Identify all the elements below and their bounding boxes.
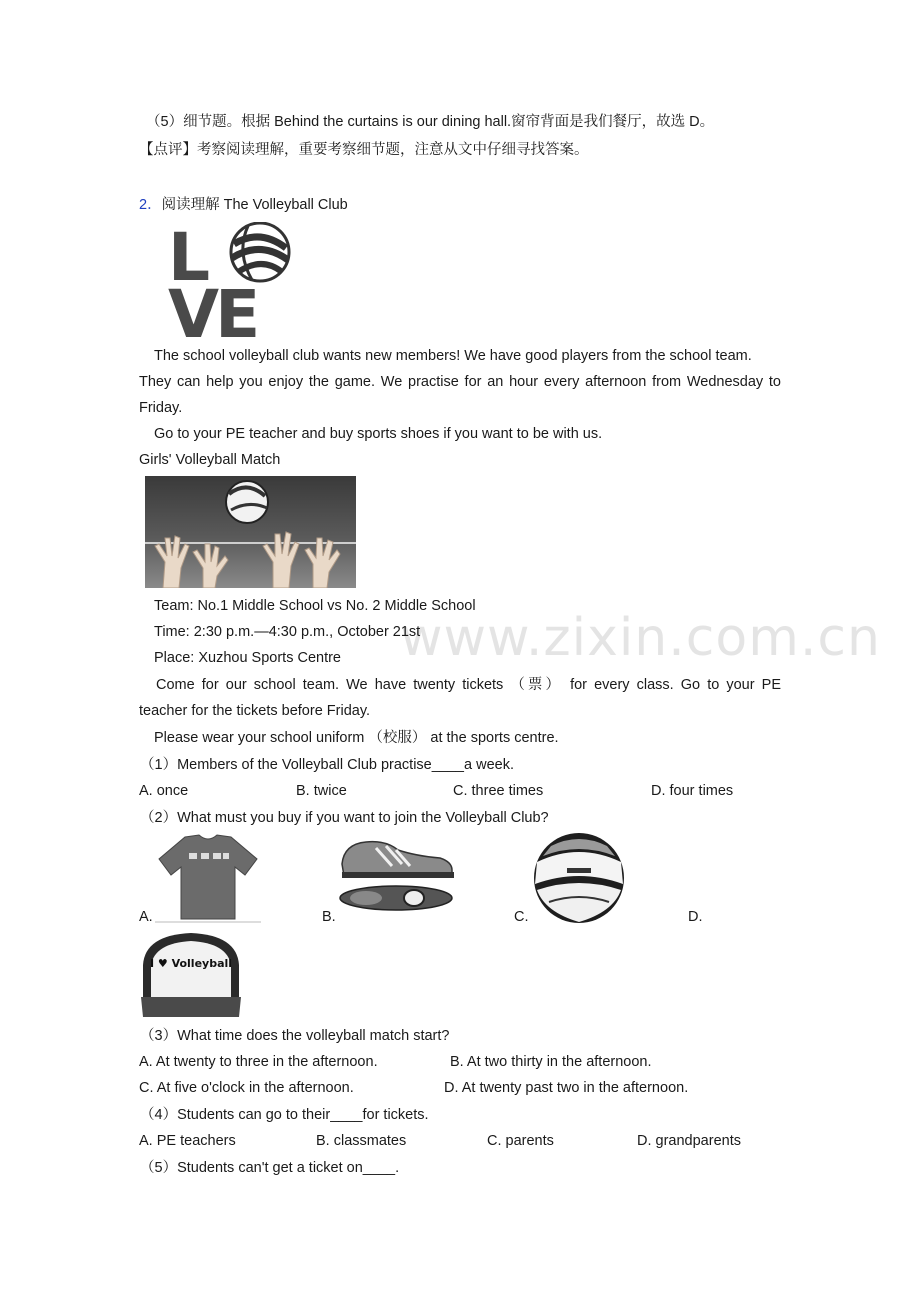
- q2-option-c[interactable]: C.: [514, 909, 529, 925]
- match-place: Place: Xuzhou Sports Centre: [154, 650, 341, 666]
- q1-option-d[interactable]: D. four times: [651, 783, 734, 799]
- tshirt-image[interactable]: [155, 833, 261, 923]
- question-3-stem: （3）What time does the volleyball match start?: [140, 1028, 450, 1044]
- passage-p3-line2: teacher for the tickets before Friday.: [139, 703, 371, 719]
- q3-option-a[interactable]: A. At twenty to three in the afternoon.: [139, 1054, 378, 1070]
- love-logo: [168, 222, 296, 340]
- passage-p2: Go to your PE teacher and buy sports shoes if you want to be with us.: [154, 426, 603, 442]
- passage-p1-line1: The school volleyball club wants new members! We have good players from the school team.: [154, 348, 752, 364]
- question-number: 2．: [139, 197, 162, 213]
- q2-option-b[interactable]: B.: [322, 909, 336, 925]
- q1-option-c[interactable]: C. three times: [453, 783, 544, 799]
- ball-icon: [226, 481, 268, 523]
- logo-letters-ve: VE: [168, 276, 257, 340]
- q4-option-b[interactable]: B. classmates: [316, 1133, 407, 1149]
- passage-p4: Please wear your school uniform （校服） at the sports centre.: [154, 730, 559, 746]
- volleyball-match-photo: [145, 476, 356, 588]
- q3-option-d[interactable]: D. At twenty past two in the afternoon.: [444, 1080, 689, 1096]
- cap-print-text: I ♥ Volleyball: [149, 957, 233, 970]
- question-5-stem: （5）Students can't get a ticket on____.: [140, 1160, 400, 1176]
- q2-option-a[interactable]: A.: [139, 909, 153, 925]
- q4-option-a[interactable]: A. PE teachers: [139, 1133, 236, 1149]
- passage-p1-line3: Friday.: [139, 400, 183, 416]
- q2-option-d[interactable]: D.: [688, 909, 703, 925]
- sports-shoes-image[interactable]: [336, 836, 456, 912]
- match-team: Team: No.1 Middle School vs No. 2 Middle School: [154, 598, 476, 614]
- answer-comment: 【点评】考察阅读理解，重要考察细节题，注意从文中仔细寻找答案。: [139, 142, 589, 158]
- question-2-stem: （2）What must you buy if you want to join the Volleyball Club?: [140, 810, 549, 826]
- question-heading: [139, 195, 348, 215]
- passage-p3-line1: Come for our school team. We have twenty tickets （票） for every class. Go to your PE: [156, 677, 781, 693]
- answer-explanation-5: （5）细节题。根据 Behind the curtains is our dining hall.窗帘背面是我们餐厅，故选 D。: [146, 114, 715, 130]
- q3-option-b[interactable]: B. At two thirty in the afternoon.: [450, 1054, 652, 1070]
- match-title: Girls' Volleyball Match: [139, 452, 281, 468]
- question-title: 阅读理解 The Volleyball Club: [161, 197, 348, 213]
- q1-option-b[interactable]: B. twice: [296, 783, 347, 799]
- logo-letter-l: L: [168, 222, 211, 296]
- passage-p1-line2: They can help you enjoy the game. We practise for an hour every afternoon from Wednesday to: [139, 374, 781, 390]
- volleyball-image[interactable]: [529, 832, 629, 924]
- q1-option-a[interactable]: A. once: [139, 783, 189, 799]
- volleyball-icon: [231, 223, 289, 281]
- match-time: Time: 2:30 p.m.—4:30 p.m., October 21st: [154, 624, 421, 640]
- q4-option-c[interactable]: C. parents: [487, 1133, 554, 1149]
- question-4-stem: （4）Students can go to their____for tickets.: [140, 1107, 429, 1123]
- question-1-stem: （1）Members of the Volleyball Club practise____a week.: [140, 757, 514, 773]
- q4-option-d[interactable]: D. grandparents: [637, 1133, 741, 1149]
- cap-image[interactable]: [139, 931, 243, 1019]
- q3-option-c[interactable]: C. At five o'clock in the afternoon.: [139, 1080, 354, 1096]
- watermark: www.zixin.com.cn: [400, 608, 881, 668]
